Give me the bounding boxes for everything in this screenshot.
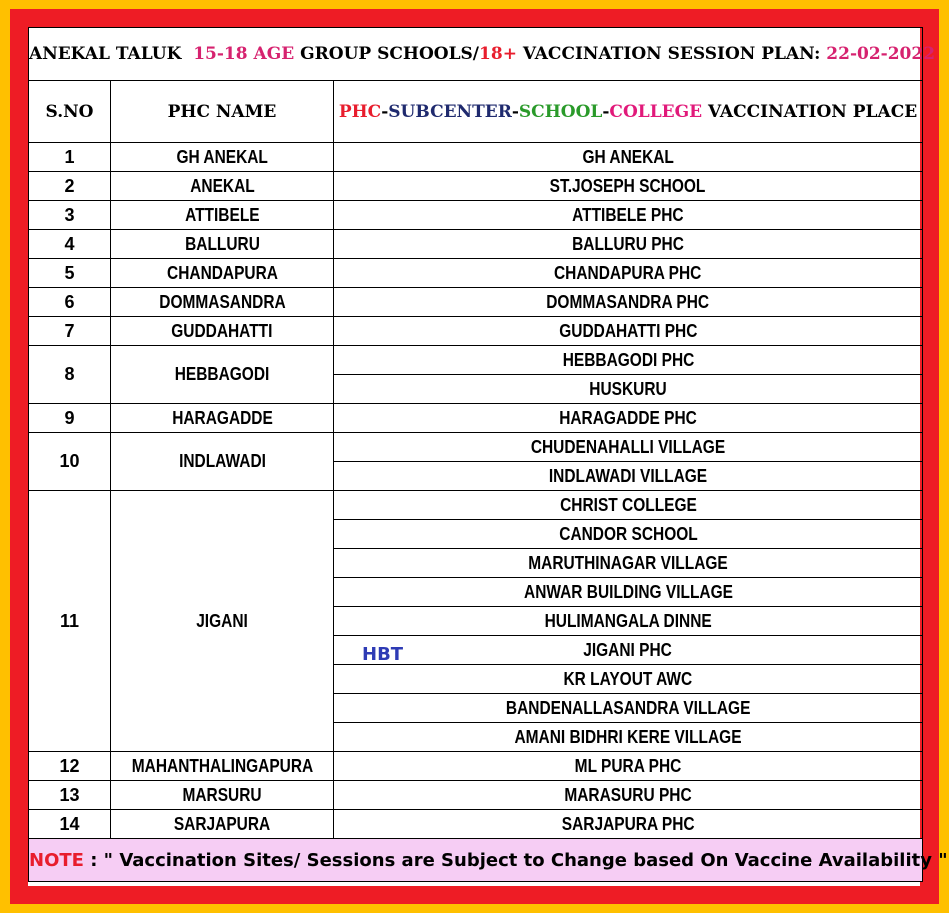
vaccination-plan-sheet bbox=[28, 27, 948, 886]
header-vaccination-place bbox=[334, 81, 923, 143]
sno-cell: 7 bbox=[29, 317, 111, 346]
phc-name-cell bbox=[111, 404, 334, 433]
sno-cell: 2 bbox=[29, 172, 111, 201]
phc-name-text: SARJAPURA bbox=[173, 813, 271, 834]
header-word-phc: PHC bbox=[338, 101, 382, 122]
vaccination-place-text: ATTIBELE PHC bbox=[572, 204, 684, 225]
phc-name-text: MARSURU bbox=[182, 784, 262, 805]
table-row bbox=[29, 346, 923, 375]
sno-cell: 10 bbox=[29, 433, 111, 491]
title-part-taluk: ANEKAL TALUK bbox=[29, 44, 182, 64]
vaccination-place-text: GH ANEKAL bbox=[582, 146, 674, 167]
phc-name-cell bbox=[111, 259, 334, 288]
note-text: : " Vaccination Sites/ Sessions are Subject to Change based On Vaccine Availability " bbox=[83, 849, 948, 871]
table-title bbox=[29, 28, 936, 81]
title-part-session: VACCINATION SESSION PLAN: bbox=[522, 44, 821, 64]
table-row bbox=[29, 230, 923, 259]
vaccination-place-cell bbox=[334, 752, 923, 781]
vaccination-place-text: HARAGADDE PHC bbox=[559, 407, 697, 428]
phc-name-cell bbox=[111, 317, 334, 346]
vaccination-place-text: ML PURA PHC bbox=[574, 755, 682, 776]
header-word-school: SCHOOL bbox=[518, 101, 603, 122]
phc-name-text: HARAGADDE bbox=[171, 407, 273, 428]
sno-cell: 12 bbox=[29, 752, 111, 781]
vaccination-place-text: MARUTHINAGAR VILLAGE bbox=[528, 552, 728, 573]
table-row bbox=[29, 491, 923, 520]
table-row bbox=[29, 781, 923, 810]
phc-name-cell bbox=[111, 143, 334, 172]
vaccination-place-text: AMANI BIDHRI KERE VILLAGE bbox=[514, 726, 742, 747]
hbt-label: HBT bbox=[362, 644, 404, 665]
title-part-age: 15-18 AGE bbox=[193, 44, 295, 64]
sno-cell: 13 bbox=[29, 781, 111, 810]
sno-cell: 9 bbox=[29, 404, 111, 433]
vaccination-place-text: CHRIST COLLEGE bbox=[559, 494, 697, 515]
table-row bbox=[29, 288, 923, 317]
vaccination-place-text: HEBBAGODI PHC bbox=[562, 349, 694, 370]
vaccination-place-cell bbox=[334, 810, 923, 839]
vaccination-place-cell bbox=[334, 346, 923, 375]
table-row bbox=[29, 752, 923, 781]
vaccination-table bbox=[28, 27, 948, 882]
vaccination-place-cell bbox=[334, 317, 923, 346]
title-row bbox=[29, 28, 923, 81]
vaccination-place-cell bbox=[334, 230, 923, 259]
header-word-rest: VACCINATION PLACE bbox=[702, 101, 918, 122]
phc-name-text: DOMMASANDRA bbox=[158, 291, 286, 312]
header-sep-1: - bbox=[381, 101, 389, 122]
sno-cell: 1 bbox=[29, 143, 111, 172]
vaccination-place-cell bbox=[334, 723, 923, 752]
vaccination-place-cell bbox=[334, 549, 923, 578]
vaccination-place-cell bbox=[334, 578, 923, 607]
phc-name-text: BALLURU bbox=[184, 233, 260, 254]
header-row bbox=[29, 81, 923, 143]
title-part-18plus: 18+ bbox=[479, 44, 517, 64]
vaccination-place-text: KR LAYOUT AWC bbox=[563, 668, 693, 689]
vaccination-place-cell bbox=[334, 665, 923, 694]
phc-name-cell bbox=[111, 752, 334, 781]
vaccination-place-cell bbox=[334, 172, 923, 201]
note-row bbox=[29, 839, 923, 882]
phc-name-cell bbox=[111, 810, 334, 839]
table-row bbox=[29, 317, 923, 346]
vaccination-place-text: GUDDAHATTI PHC bbox=[558, 320, 698, 341]
note-label: NOTE bbox=[29, 849, 84, 871]
vaccination-place-cell bbox=[334, 491, 923, 520]
table-row bbox=[29, 433, 923, 462]
header-word-college: COLLEGE bbox=[609, 101, 703, 122]
vaccination-place-cell bbox=[334, 636, 923, 665]
sno-cell: 5 bbox=[29, 259, 111, 288]
phc-name-text: GH ANEKAL bbox=[176, 146, 268, 167]
vaccination-place-cell bbox=[334, 288, 923, 317]
vaccination-place-text: SARJAPURA PHC bbox=[561, 813, 695, 834]
vaccination-place-text: HUSKURU bbox=[589, 378, 667, 399]
phc-name-cell bbox=[111, 346, 334, 404]
vaccination-place-text: INDLAWADI VILLAGE bbox=[548, 465, 708, 486]
vaccination-place-text: CHUDENAHALLI VILLAGE bbox=[530, 436, 726, 457]
vaccination-place-cell bbox=[334, 404, 923, 433]
phc-name-text: ANEKAL bbox=[189, 175, 255, 196]
sno-cell: 11 bbox=[29, 491, 111, 752]
table-row bbox=[29, 143, 923, 172]
vaccination-place-text: HULIMANGALA DINNE bbox=[544, 610, 712, 631]
sno-cell: 14 bbox=[29, 810, 111, 839]
vaccination-place-cell bbox=[334, 607, 923, 636]
header-sep-2: - bbox=[511, 101, 519, 122]
sno-cell: 8 bbox=[29, 346, 111, 404]
phc-name-text: INDLAWADI bbox=[178, 451, 266, 471]
sno-cell: 3 bbox=[29, 201, 111, 230]
vaccination-place-text: CHANDAPURA PHC bbox=[554, 262, 702, 283]
vaccination-place-cell bbox=[334, 520, 923, 549]
vaccination-place-text: DOMMASANDRA PHC bbox=[546, 291, 710, 312]
header-sep-3: - bbox=[602, 101, 610, 122]
vaccination-place-text: BALLURU PHC bbox=[572, 233, 684, 254]
table-row bbox=[29, 810, 923, 839]
title-date: 22-02-2022 bbox=[826, 44, 936, 64]
sno-cell: 4 bbox=[29, 230, 111, 259]
vaccination-place-cell bbox=[334, 433, 923, 462]
header-phc-name: PHC NAME bbox=[111, 81, 334, 143]
header-sno: S.NO bbox=[29, 81, 111, 143]
note-cell bbox=[29, 839, 948, 882]
phc-name-text: MAHANTHALINGAPURA bbox=[131, 755, 313, 776]
table-row bbox=[29, 201, 923, 230]
phc-name-cell bbox=[111, 201, 334, 230]
vaccination-place-text: ANWAR BUILDING VILLAGE bbox=[523, 581, 733, 602]
vaccination-place-cell bbox=[334, 694, 923, 723]
phc-name-cell bbox=[111, 172, 334, 201]
vaccination-place-cell bbox=[334, 201, 923, 230]
vaccination-place-cell bbox=[334, 781, 923, 810]
phc-name-text: CHANDAPURA bbox=[166, 262, 278, 283]
vaccination-place-text: BANDENALLASANDRA VILLAGE bbox=[505, 697, 751, 718]
phc-name-text: JIGANI bbox=[196, 610, 248, 631]
phc-name-cell bbox=[111, 288, 334, 317]
table-row bbox=[29, 404, 923, 433]
vaccination-place-text: JIGANI PHC bbox=[583, 639, 673, 660]
phc-name-text: ATTIBELE bbox=[184, 204, 260, 225]
phc-name-cell bbox=[111, 433, 334, 491]
vaccination-place-cell bbox=[334, 375, 923, 404]
vaccination-place-text: MARASURU PHC bbox=[564, 784, 692, 805]
phc-name-text: HEBBAGODI bbox=[174, 364, 270, 384]
phc-name-cell bbox=[111, 491, 334, 752]
vaccination-place-cell bbox=[334, 143, 923, 172]
sno-cell: 6 bbox=[29, 288, 111, 317]
vaccination-place-text: ST.JOSEPH SCHOOL bbox=[550, 175, 706, 196]
table-row bbox=[29, 259, 923, 288]
vaccination-place-cell bbox=[334, 462, 923, 491]
phc-name-text: GUDDAHATTI bbox=[171, 320, 273, 341]
header-word-subcenter: SUBCENTER bbox=[388, 101, 512, 122]
table-row bbox=[29, 172, 923, 201]
vaccination-place-text: CANDOR SCHOOL bbox=[558, 523, 698, 544]
phc-name-cell bbox=[111, 781, 334, 810]
vaccination-place-cell bbox=[334, 259, 923, 288]
title-part-schools: GROUP SCHOOLS/ bbox=[300, 44, 480, 64]
phc-name-cell bbox=[111, 230, 334, 259]
